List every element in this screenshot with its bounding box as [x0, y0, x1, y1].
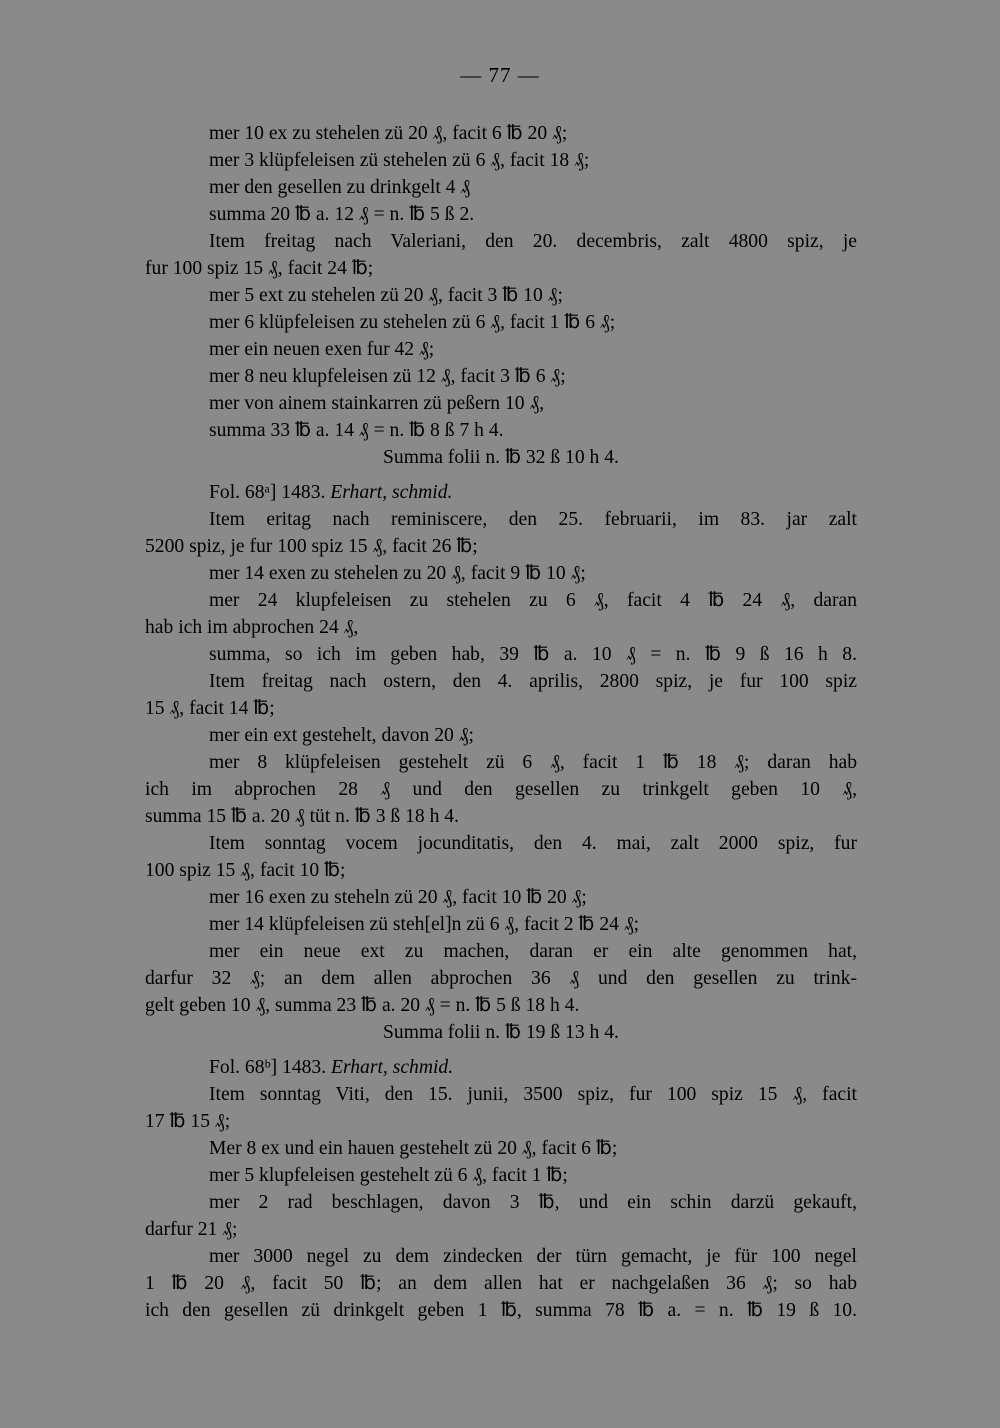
line-text: 1 ℔ 20 ₰, facit 50 ℔; an dem allen hat er nachgelaßen 36 ₰; so hab	[145, 1273, 857, 1294]
line-text: summa 20 ℔ a. 12 ₰ = n. ℔ 5 ß 2.	[209, 204, 475, 225]
folio-heading-name: Erhart, schmid.	[331, 1057, 454, 1078]
line-text: fur 100 spiz 15 ₰, facit 24 ℔;	[145, 258, 374, 279]
line-text: darfur 21 ₰;	[145, 1219, 238, 1240]
text-line	[145, 363, 857, 390]
text-line	[145, 120, 857, 147]
line-text: Item sonntag vocem jocunditatis, den 4. mai, zalt 2000 spiz, fur	[209, 833, 857, 854]
line-text: Item freitag nach ostern, den 4. aprilis, 2800 spiz, je fur 100 spiz	[209, 671, 857, 692]
line-text: mer 14 klüpfeleisen zü steh[el]n zü 6 ₰, facit 2 ℔ 24 ₰;	[209, 914, 640, 935]
text-line	[145, 1297, 857, 1324]
line-text: mer ein neuen exen fur 42 ₰;	[209, 339, 435, 360]
line-text: gelt geben 10 ₰, summa 23 ℔ a. 20 ₰ = n. ℔ 5 ß 18 h 4.	[145, 995, 580, 1016]
line-text: 15 ₰, facit 14 ℔;	[145, 698, 275, 719]
text-line	[145, 255, 857, 282]
line-text: mer 3 klüpfeleisen zü stehelen zü 6 ₰, facit 18 ₰;	[209, 150, 590, 171]
summa-line	[145, 444, 857, 471]
line-text: 5200 spiz, je fur 100 spiz 15 ₰, facit 26 ℔;	[145, 536, 478, 557]
text-line	[145, 1135, 857, 1162]
page-number: — 77 —	[460, 63, 540, 87]
line-text: summa 33 ℔ a. 14 ₰ = n. ℔ 8 ß 7 h 4.	[209, 420, 504, 441]
line-text: mer 24 klupfeleisen zu stehelen zu 6 ₰, facit 4 ℔ 24 ₰, daran	[209, 590, 857, 611]
text-line	[145, 857, 857, 884]
line-text: Item sonntag Viti, den 15. junii, 3500 spiz, fur 100 spiz 15 ₰, facit	[209, 1084, 857, 1105]
text-line	[145, 614, 857, 641]
line-text: Item freitag nach Valeriani, den 20. decembris, zalt 4800 spiz, je	[209, 231, 857, 252]
line-text: 17 ℔ 15 ₰;	[145, 1111, 231, 1132]
text-line	[145, 749, 857, 776]
folio-heading-name: Erhart, schmid.	[330, 482, 453, 503]
text-line	[145, 417, 857, 444]
text-line	[145, 147, 857, 174]
line-text: summa, so ich im geben hab, 39 ℔ a. 10 ₰ = n. ℔ 9 ß 16 h 8.	[209, 644, 857, 665]
text-line	[145, 884, 857, 911]
line-text: mer 6 klüpfeleisen zu stehelen zü 6 ₰, facit 1 ℔ 6 ₰;	[209, 312, 616, 333]
summa-line	[145, 1019, 857, 1046]
text-line	[145, 174, 857, 201]
section-gap	[145, 1046, 857, 1054]
text-line	[145, 695, 857, 722]
text-line	[145, 938, 857, 965]
line-text: Summa folii n. ℔ 19 ß 13 h 4.	[383, 1022, 619, 1043]
line-text: mer 16 exen zu steheln zü 20 ₰, facit 10 ℔ 20 ₰;	[209, 887, 587, 908]
text-line	[145, 1270, 857, 1297]
text-line	[145, 830, 857, 857]
line-text: Fol. 68ᵇ] 1483.	[209, 1057, 332, 1078]
text-line	[145, 1243, 857, 1270]
text-line	[145, 1108, 857, 1135]
line-text: summa 15 ℔ a. 20 ₰ tüt n. ℔ 3 ß 18 h 4.	[145, 806, 459, 827]
text-line	[145, 560, 857, 587]
text-body	[145, 120, 857, 1324]
line-text: hab ich im abprochen 24 ₰,	[145, 617, 359, 638]
line-text: mer 3000 negel zu dem zindecken der türn gemacht, je für 100 negel	[209, 1246, 857, 1267]
text-line	[145, 911, 857, 938]
text-line	[145, 668, 857, 695]
text-line	[145, 533, 857, 560]
line-text: Mer 8 ex und ein hauen gestehelt zü 20 ₰, facit 6 ℔;	[209, 1138, 618, 1159]
text-line	[145, 1081, 857, 1108]
text-line	[145, 336, 857, 363]
text-line	[145, 1189, 857, 1216]
line-text: Summa folii n. ℔ 32 ß 10 h 4.	[383, 447, 619, 468]
line-text: mer 8 neu klupfeleisen zü 12 ₰, facit 3 ℔ 6 ₰;	[209, 366, 566, 387]
folio-heading	[145, 1054, 857, 1081]
line-text: mer 5 ext zu stehelen zü 20 ₰, facit 3 ℔ 10 ₰;	[209, 285, 563, 306]
text-line	[145, 1162, 857, 1189]
line-text: mer 2 rad beschlagen, davon 3 ℔, und ein schin darzü gekauft,	[209, 1192, 857, 1213]
line-text: mer 5 klupfeleisen gestehelt zü 6 ₰, facit 1 ℔;	[209, 1165, 568, 1186]
text-line	[145, 282, 857, 309]
line-text: mer ein ext gestehelt, davon 20 ₰;	[209, 725, 474, 746]
line-text: mer 10 ex zu stehelen zü 20 ₰, facit 6 ℔ 20 ₰;	[209, 123, 568, 144]
line-text: ich den gesellen zü drinkgelt geben 1 ℔, summa 78 ℔ a. = n. ℔ 19 ß 10.	[145, 1300, 857, 1321]
text-line	[145, 803, 857, 830]
line-text: Fol. 68ᵃ] 1483.	[209, 482, 331, 503]
line-text: mer ein neue ext zu machen, daran er ein alte genommen hat,	[209, 941, 857, 962]
line-text: mer von ainem stainkarren zü peßern 10 ₰,	[209, 393, 545, 414]
line-text: mer 8 klüpfeleisen gestehelt zü 6 ₰, facit 1 ℔ 18 ₰; daran hab	[209, 752, 857, 773]
line-text: mer den gesellen zu drinkgelt 4 ₰	[209, 177, 471, 198]
text-line	[145, 1216, 857, 1243]
line-text: ich im abprochen 28 ₰ und den gesellen zu trinkgelt geben 10 ₰,	[145, 779, 857, 800]
line-text: darfur 32 ₰; an dem allen abprochen 36 ₰ und den gesellen zu trink-	[145, 968, 857, 989]
text-line	[145, 722, 857, 749]
text-line	[145, 992, 857, 1019]
line-text: mer 14 exen zu stehelen zu 20 ₰, facit 9 ℔ 10 ₰;	[209, 563, 586, 584]
text-line	[145, 641, 857, 668]
text-line	[145, 201, 857, 228]
text-line	[145, 506, 857, 533]
folio-heading	[145, 479, 857, 506]
section-gap	[145, 471, 857, 479]
line-text: Item eritag nach reminiscere, den 25. februarii, im 83. jar zalt	[209, 509, 857, 530]
text-line	[145, 776, 857, 803]
text-line	[145, 965, 857, 992]
text-line	[145, 309, 857, 336]
line-text: 100 spiz 15 ₰, facit 10 ℔;	[145, 860, 346, 881]
text-line	[145, 587, 857, 614]
text-line	[145, 228, 857, 255]
text-line	[145, 390, 857, 417]
